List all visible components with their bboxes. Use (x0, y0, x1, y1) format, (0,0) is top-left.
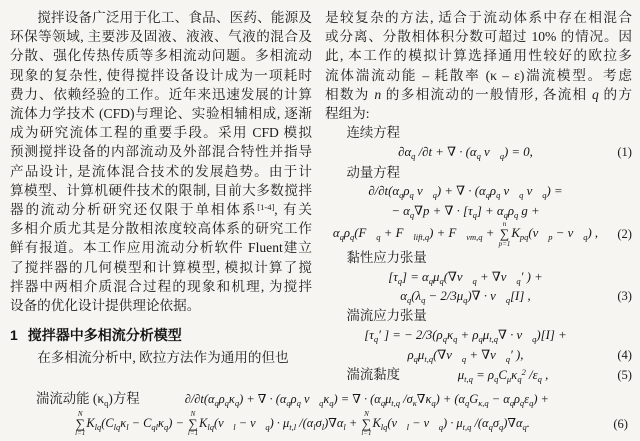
equation-line (10, 388, 632, 410)
equation-label: 黏性应力张量 (346, 249, 427, 265)
text-line: 相数为 n 的多相流动的一般情形, 各流相 q 的方 (325, 86, 632, 102)
summation-symbol: N ∑ l=1 (187, 410, 199, 438)
summation-symbol: N ∑ l=1 (75, 410, 86, 438)
text-line: 费力、依赖经验的工作。近年来迅速发展的计算 (10, 86, 312, 102)
text-line: 现象的复杂性, 使得搅拌设备设计成为一项耗时 (10, 67, 312, 83)
summation-symbol: N ∑ l=1 (361, 410, 372, 438)
equation-math: $[\tau_q]$ = $\alpha_q\mu_q(\nabla v⃗_q$ + $\nabla v⃗_q'$ ) + (388, 269, 543, 286)
text-line: 或分离、分散相体积分数可超过 10% 的情况。因 (325, 29, 632, 45)
text-line: 产品设计, 是流体混合技术的发展趋势。由于计 (10, 163, 312, 179)
text-line: 设备的优化设计提供理论依据。 (10, 298, 201, 314)
text-line: 搅拌设备广泛用于化工、食品、医药、能源及 (37, 10, 312, 25)
equation-math: $\alpha_q\rho_q(F⃗_q$ + $F⃗_{lift,q}$) + $F⃗_{vm,q}$ + n ∑ p=1 $K_{pq}(v⃗_p$ − $v⃗_q$) , (332, 220, 599, 248)
equation-label: 湍流应力张量 (346, 308, 427, 324)
text-line: 鲜有报道。本工作应用流动分析软件 Fluent建立 (10, 240, 312, 256)
equation-line (325, 123, 632, 143)
text-line: 程组为: (325, 106, 370, 122)
text-line: 流体力学技术 (CFD)与理论、实验相辅相成, 逐渐 (10, 106, 312, 122)
text-line: 是较复杂的方法, 适合于流动体系中存在相混合 (325, 10, 632, 25)
equation-math: $\alpha_q(\lambda_q - 2/3\mu_q)\nabla$ · $v⃗_q[I]$ , (400, 289, 531, 306)
equation-math: [$\tau_q'$ ] = − $2/3(\rho_q\kappa_q + \rho_q\mu_{t,q}\nabla$ · $v⃗_q)[I]$ + (364, 328, 567, 345)
equation-list (325, 123, 632, 384)
equation-line (325, 365, 632, 385)
text-line: 预测搅拌设备的内部流动及外部混合特性并指导 (10, 144, 312, 160)
text-line: 算模型、计算机硬件技术的限制, 目前大多数搅拌 (10, 182, 312, 198)
equation-line (325, 202, 632, 222)
equation-line (325, 221, 632, 247)
equation-line (325, 267, 632, 287)
section-title: 搅拌器中多相流分析模型 (27, 327, 182, 344)
equation-number: (6) (613, 416, 628, 431)
summation-symbol: n ∑ p=1 (498, 220, 511, 248)
equation-line (325, 162, 632, 182)
equation-math: $\mu_{t,q} = \rho_qC_\mu\kappa_q^2$ $/\varepsilon_q$ , (457, 366, 549, 384)
text-line: 成为研究流体工程的重要手段。采用 CFD 模拟 (10, 125, 312, 141)
equation-math: $\partial\alpha_q$ /∂t + ∇ · ($\alpha_q$ $v⃗_q) = 0$, (398, 145, 533, 162)
equation-number: (3) (617, 289, 632, 304)
equation-6-block (10, 388, 632, 439)
section-number: 1 (10, 327, 18, 344)
equation-line (325, 326, 632, 346)
equation-math: N ∑ l=1 $K_{lq}(C_{lq}\kappa_l - C_{ql}\kappa_q)$ − N ∑ l=1 $K_{lq}(v⃗_l$ − $v⃗_q) \cdot \mu_{t,l}$ $/(\alpha_l\sigma_l)\nabla\alpha_l$ + N ∑ l=1 $K_{lq}(v⃗_l$ − $v⃗_q) \cdot \mu_{t,q}$ $/(\alpha_q\sigma_q)\nabla\alpha_q$. (75, 410, 530, 438)
equation-math: − $\alpha_q\nabla p$ + ∇ · $[\tau_q] + \alpha_q\rho_q$ g + (391, 204, 540, 220)
left-column (10, 8, 312, 385)
equation-line (325, 346, 632, 366)
equation-label: 湍流动能 $(\kappa_q)$方程 (36, 390, 140, 408)
text-line: 了搅拌器的几何模型和计算模型, 模拟计算了搅 (10, 259, 312, 275)
right-column (325, 8, 632, 385)
equation-number: (5) (617, 367, 632, 382)
equation-line (325, 182, 632, 202)
equation-line (325, 248, 632, 268)
text-line: 分散、强化传热传质等多相流动问题。多相流动 (10, 48, 312, 64)
section-heading (10, 326, 312, 345)
intro-paragraph (10, 8, 312, 315)
text-line: 环保等领域, 主要涉及固液、液液、气液的混合及 (10, 29, 312, 45)
equation-number: (4) (617, 348, 632, 363)
equation-math: $\partial/\partial t(\alpha_q\rho_q$ $v⃗_q$) + ∇ · ($\alpha_q\rho_q$ $v⃗_q$ $v⃗_q$) = (368, 184, 563, 201)
equation-label: 连续方程 (346, 125, 400, 141)
equation-line (325, 306, 632, 326)
text-line: 此, 本工作的模拟计算选择通用性较好的欧拉多 (325, 48, 632, 64)
text-line: 流体湍流动能 – 耗散率 (κ – ε)湍流模型。考虑 (325, 67, 632, 83)
text-line: 器的流动分析研究还仅限于单相体系[1-4], 有关 (10, 201, 313, 218)
equation-line (325, 143, 632, 163)
equation-line (10, 410, 632, 439)
method-paragraph (325, 8, 632, 123)
equation-math: $\rho_q\mu_{t,q}(\nabla v⃗_q$ + $\nabla v⃗_q'$ ), (407, 347, 524, 364)
equation-number: (1) (617, 145, 632, 160)
equation-label: 湍流黏度 (346, 367, 400, 383)
text-line: 多相介质尤其是分散相浓度较高体系的研究工作 (10, 221, 312, 237)
text-line: 在多相流分析中, 欧拉方法作为通用的但也 (37, 350, 289, 366)
two-column-layout (10, 8, 632, 385)
equation-label: 动量方程 (346, 164, 400, 180)
equation-line (325, 287, 632, 307)
equation-number: (2) (617, 227, 632, 242)
model-intro-paragraph (10, 348, 312, 367)
text-line: 拌器中两相介质混合过程的现象和机理, 为搅拌 (10, 278, 312, 294)
equation-math: $\partial/\partial t(\alpha_q\rho_q\kappa_q)$ + ∇ · ($\alpha_q\rho_q$ $v⃗_q\kappa_q$) = ∇ · ($\alpha_q\mu_{t,q}$ $/\sigma_\kappa\nabla\kappa_q) + (\alpha_qG_{\kappa,q} - \alpha_q\rho_q\varepsilon_q)$ + (184, 391, 549, 408)
